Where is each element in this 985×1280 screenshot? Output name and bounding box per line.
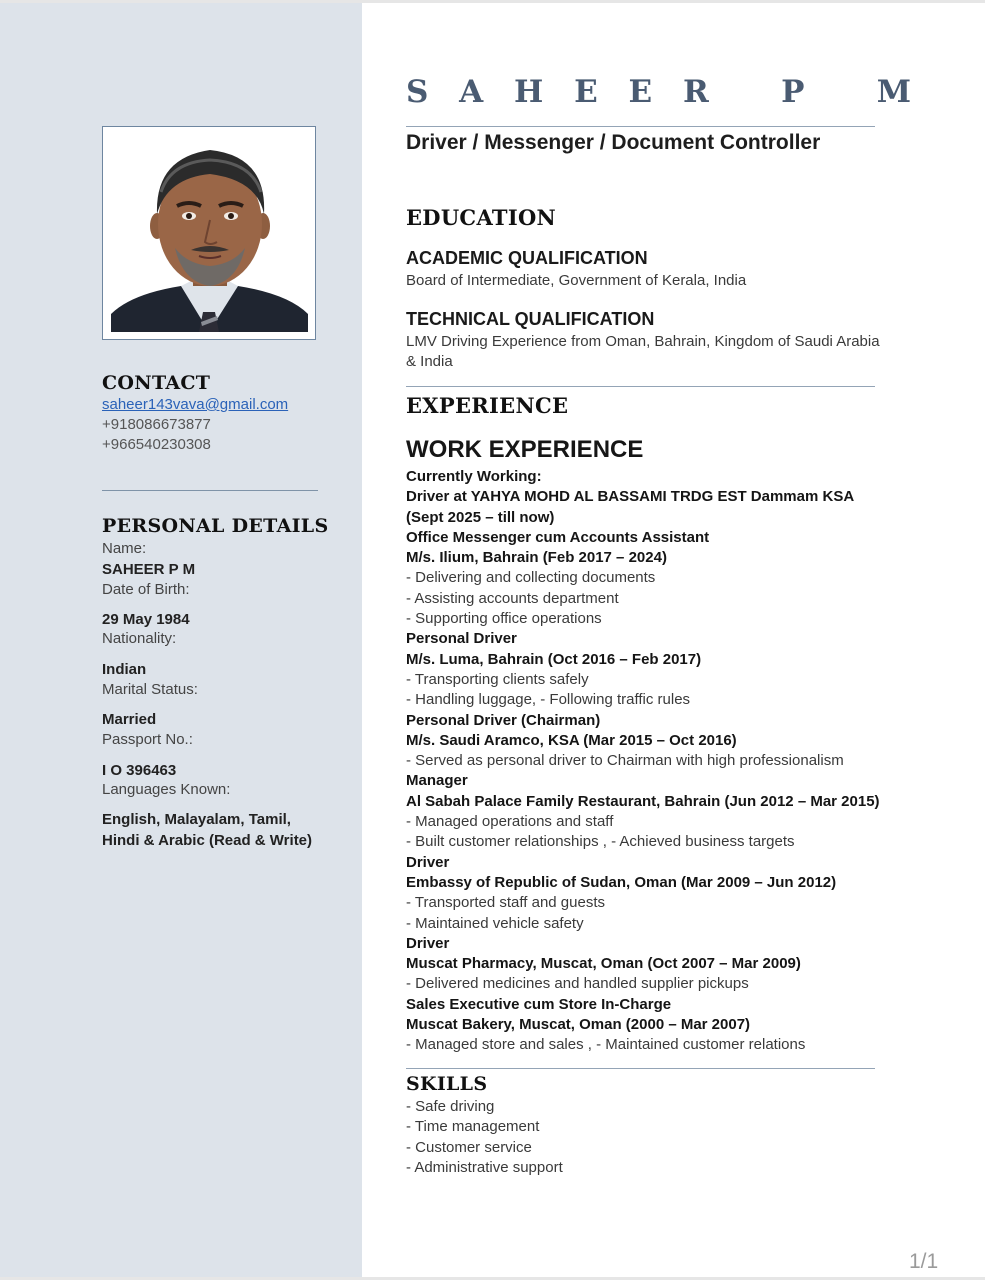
experience-heading: EXPERIENCE (406, 393, 569, 418)
experience-divider (406, 1068, 875, 1069)
education-heading: EDUCATION (406, 205, 557, 230)
experience-entry-heading: M/s. Saudi Aramco, KSA (Mar 2015 – Oct 2016) (406, 731, 737, 749)
skill-item: - Safe driving (406, 1098, 495, 1115)
name-divider (406, 126, 875, 127)
experience-entry-detail: - Maintained vehicle safety (406, 914, 584, 932)
experience-entry-detail: - Transported staff and guests (406, 894, 606, 912)
profile-photo-illustration (111, 136, 308, 332)
experience-entry-heading: M/s. Ilium, Bahrain (Feb 2017 – 2024) (406, 549, 667, 567)
experience-entry-detail: - Delivered medicines and handled supplier pickups (406, 975, 749, 993)
passport-value: I O 396463 (102, 762, 177, 779)
experience-entry-heading: Currently Working: (406, 468, 542, 485)
languages-value-line-1: English, Malayalam, Tamil, (102, 811, 291, 828)
experience-entry-heading: Office Messenger cum Accounts Assistant (406, 528, 710, 546)
passport-label: Passport No.: (102, 731, 193, 748)
profile-photo (111, 136, 308, 332)
sidebar-divider (102, 490, 318, 491)
experience-entry-heading: Driver at YAHYA MOHD AL BASSAMI TRDG EST Dammam KSA (Sept 2025 – till now) (406, 488, 854, 526)
skills-heading: SKILLS (406, 1073, 488, 1095)
academic-qualification-heading: ACADEMIC QUALIFICATION (406, 248, 648, 268)
experience-entry-detail: - Built customer relationships , - Achieved business targets (406, 833, 795, 851)
work-experience-list (406, 467, 881, 1056)
name-label: Name: (102, 540, 147, 557)
skill-item: - Customer service (406, 1138, 532, 1156)
languages-label: Languages Known: (102, 781, 231, 798)
experience-entry-detail: - Delivering and collecting documents (406, 569, 656, 587)
profile-photo-frame (102, 126, 316, 340)
experience-entry-detail: - Managed store and sales , - Maintained customer relations (406, 1036, 806, 1054)
experience-entry-heading: Driver (406, 934, 450, 952)
technical-qualification-heading: TECHNICAL QUALIFICATION (406, 309, 655, 329)
technical-qualification-text: LMV Driving Experience from Oman, Bahrain, Kingdom of Saudi Arabia & India (406, 333, 880, 371)
academic-qualification-text: Board of Intermediate, Government of Kerala, India (406, 272, 747, 289)
experience-entry-heading: Muscat Bakery, Muscat, Oman (2000 – Mar 2007) (406, 1016, 751, 1034)
marital-status-label: Marital Status: (102, 681, 198, 698)
experience-entry-detail: - Served as personal driver to Chairman with high professionalism (406, 752, 844, 770)
experience-entry-detail: - Transporting clients safely (406, 670, 589, 688)
experience-entry-heading: Personal Driver (Chairman) (406, 711, 601, 729)
dob-label: Date of Birth: (102, 581, 190, 598)
experience-entry-detail: - Assisting accounts department (406, 589, 619, 607)
experience-entry-heading: Muscat Pharmacy, Muscat, Oman (Oct 2007 – Mar 2009) (406, 955, 801, 973)
experience-entry-heading: Sales Executive cum Store In-Charge (406, 995, 672, 1013)
marital-status-value: Married (102, 711, 157, 728)
experience-entry-heading: Personal Driver (406, 630, 517, 648)
experience-entry-heading: Embassy of Republic of Sudan, Oman (Mar 2009 – Jun 2012) (406, 873, 837, 891)
experience-entry-detail: - Supporting office operations (406, 610, 602, 628)
job-title: Driver / Messenger / Document Controller (406, 131, 821, 154)
experience-entry-detail: - Managed operations and staff (406, 813, 614, 831)
skill-item: - Time management (406, 1118, 540, 1136)
skill-item: - Administrative support (406, 1158, 563, 1176)
skills-list (406, 1097, 563, 1178)
candidate-name: S A H E E R P M (406, 74, 922, 110)
experience-entry-detail: - Handling luggage, - Following traffic rules (406, 691, 691, 709)
page-number: 1/1 (909, 1250, 939, 1273)
experience-entry-heading: Driver (406, 853, 450, 871)
languages-value-line-2: Hindi & Arabic (Read & Write) (102, 832, 313, 849)
contact-email-link[interactable]: saheer143vava@gmail.com (102, 396, 289, 413)
experience-entry-heading: M/s. Luma, Bahrain (Oct 2016 – Feb 2017) (406, 650, 702, 668)
nationality-value: Indian (102, 661, 147, 678)
contact-email-line (102, 395, 288, 415)
education-divider (406, 386, 875, 387)
contact-phone-1: +918086673877 (102, 416, 211, 433)
personal-details-heading: PERSONAL DETAILS (102, 515, 329, 537)
contact-phone-2: +966540230308 (102, 436, 211, 453)
name-value: SAHEER P M (102, 561, 196, 578)
work-experience-heading: WORK EXPERIENCE (406, 436, 644, 463)
dob-value: 29 May 1984 (102, 611, 190, 628)
contact-heading: CONTACT (102, 372, 211, 394)
experience-entry-heading: Al Sabah Palace Family Restaurant, Bahrain (Jun 2012 – Mar 2015) (406, 792, 880, 810)
experience-entry-heading: Manager (406, 772, 468, 790)
nationality-label: Nationality: (102, 630, 177, 647)
